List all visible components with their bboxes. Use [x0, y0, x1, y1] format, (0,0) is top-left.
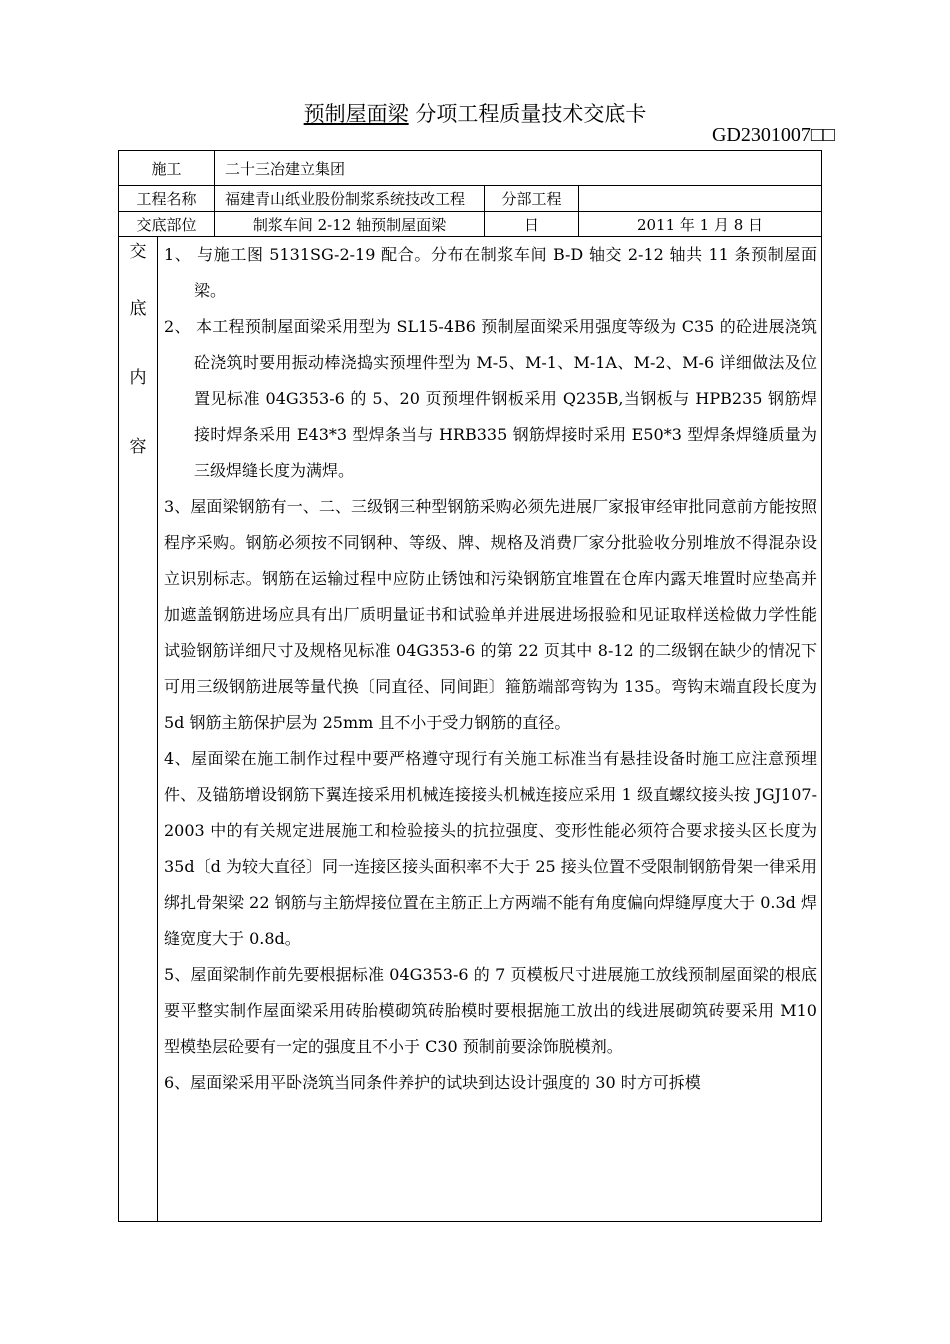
- label-char: 容: [129, 437, 147, 457]
- project-label: 工程名称: [119, 186, 215, 212]
- location-label: 交底部位: [119, 212, 215, 237]
- sub-project-label: 分部工程: [485, 186, 579, 212]
- date-label: 日: [485, 212, 579, 237]
- row-location: [119, 212, 822, 237]
- construction-value: 二十三冶建立集团: [215, 151, 822, 186]
- label-char: 内: [129, 368, 147, 388]
- sub-project-value: [579, 186, 822, 212]
- row-construction: [119, 151, 822, 186]
- row-project: [119, 186, 822, 212]
- paragraph-1: 1、 与施工图 5131SG-2-19 配合。分布在制浆车间 B-D 轴交 2-12 轴共 11 条预制屋面梁。: [164, 245, 817, 300]
- label-char: 交: [129, 242, 147, 262]
- title-rest: 分项工程质量技术交底卡: [408, 102, 647, 126]
- paragraph-4: 4、屋面梁在施工制作过程中要严格遵守现行有关施工标准当有悬挂设备时施工应注意预埋件、及锚筋增设钢筋下翼连接采用机械连接接头机械连接应采用 1 级直螺纹接头按 JGJ107-2003 中的有关规定进展施工和检验接头的抗拉强度、变形性能必须符合要求接头区长度为 35d〔d 为较大直径〕同一连接区接头面积率不大于 25 接头位置不受限制钢筋骨架一律采用绑扎骨架梁 22 钢筋与主筋焊接位置在主筋正上方两端不能有角度偏向焊缝厚度大于 0.3d 焊缝宽度大于 0.8d。: [164, 749, 817, 948]
- project-value: 福建青山纸业股份制浆系统技改工程: [215, 186, 485, 212]
- paragraph-6: 6、屋面梁采用平卧浇筑当同条件养护的试块到达设计强度的 30 时方可拆模: [164, 1073, 701, 1092]
- content-body: [158, 237, 821, 1221]
- disclosure-card-table: [118, 150, 822, 1222]
- date-value: 2011 年 1 月 8 日: [579, 212, 822, 237]
- paragraph-5: 5、屋面梁制作前先要根据标准 04G353-6 的 7 页模板尺寸进展施工放线预制屋面梁的根底要平整实制作屋面梁采用砖胎模砌筑砖胎模时要根据施工放出的线进展砌筑砖要采用 M10 型模垫层砼要有一定的强度且不小于 C30 预制前要涂饰脱模剂。: [164, 965, 817, 1056]
- content-vertical-label: [119, 237, 158, 1221]
- document-number: GD2301007□□: [711, 124, 835, 146]
- construction-label: 施工: [119, 151, 215, 186]
- row-content: [119, 237, 822, 1222]
- content-wrapper: [119, 237, 821, 1221]
- paragraph-3: 3、屋面梁钢筋有一、二、三级钢三种型钢筋采购必须先进展厂家报审经审批同意前方能按照程序采购。钢筋必须按不同钢种、等级、牌、规格及消费厂家分批验收分别堆放不得混杂设立识别标志。钢筋在运输过程中应防止锈蚀和污染钢筋宜堆置在仓库内露天堆置时应垫高并加遮盖钢筋进场应具有出厂质明量证书和试验单并进展进场报验和见证取样送检做力学性能试验钢筋详细尺寸及规格见标准 04G353-6 的第 22 页其中 8-12 的二级钢在缺少的情况下可用三级钢筋进展等量代换〔同直径、同间距〕箍筋端部弯钩为 135。弯钩末端直段长度为 5d 钢筋主筋保护层为 25mm 且不小于受力钢筋的直径。: [164, 497, 817, 732]
- location-value: 制浆车间 2-12 轴预制屋面梁: [215, 212, 485, 237]
- title-underlined: 预制屋面梁: [303, 102, 409, 126]
- label-char: 底: [129, 299, 147, 319]
- paragraph-2: 2、 本工程预制屋面梁采用型为 SL15-4B6 预制屋面梁采用强度等级为 C35 的砼进展浇筑砼浇筑时要用振动棒浇捣实预埋件型为 M-5、M-1、M-1A、M-2、M-6 详细做法及位置见标准 04G353-6 的 5、20 页预埋件钢板采用 Q235B,当钢板与 HPB235 钢筋焊接时焊条采用 E43*3 型焊条当与 HRB335 钢筋焊接时采用 E50*3 型焊条焊缝质量为三级焊缝长度为满焊。: [164, 317, 817, 480]
